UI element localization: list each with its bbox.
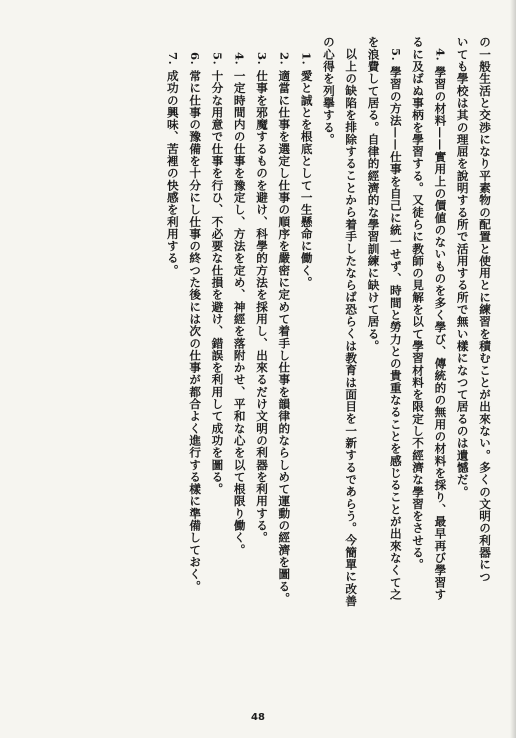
item-4-materials: 4. 學習の材料——實用上の價値のないものを多く學び、傳統的の無用の材料を採り、最早再び學習す [433,47,448,600]
text-line-1: の一般生活と交渉になり平素物の配置と使用とに練習を積むことが出來ない。多くの文明の利器につ [478,36,492,583]
guideline-5: 5. 十分な用意で仕事を行ひ、不必要な仕損を避け、錯誤を利用して成功を圖る。 [210,52,225,496]
guideline-6: 6. 常に仕事の豫備を十分にし仕事の終つた後には次の仕事が都合よく進行する樣に準備しておく。 [188,52,203,593]
text-line-4: るに及ばぬ事柄を學習する。又徒らに教師の見解を以て學習材料を限定し不經濟な學習をさせる。 [411,36,426,571]
item-5-methods: 5. 學習の方法——仕事を自己に統一せず、時間と勞力との貴重なることを感じることが出來なくて之 [388,47,403,600]
vertical-text-body [20,36,496,696]
page-number: 48 [251,712,265,723]
guideline-4: 4. 一定時間内の仕事を豫定し、方法を定め、神經を落附かせ、平和な心を以て根限り働く。 [232,52,247,557]
guideline-2: 2. 適當に仕事を選定し仕事の順序を嚴密に定めて着手し仕事を韻律的ならしめて運動の經濟を圖る。 [277,52,292,605]
summary-paragraph: 以上の缺陷を排除することから着手したならば恐らくは教育は面目を一新するであらう。今簡單に改善 [344,47,359,607]
text-line-6: を浪費して居る。自律的經濟的な學習訓練に缺けて居る。 [366,36,381,352]
guideline-1: 1. 愛と誠とを根底として一生懸命に働く。 [299,52,314,289]
text-line-2: いても學校は其の理屈を說明する所で活用する所で無い樣になつて居るのは遺憾だ。 [455,36,470,498]
scan-edge-shadow [510,0,516,738]
text-line-8: の心得を列擧する。 [321,36,336,146]
guideline-3: 3. 仕事を邪魔するものを避け、科學的方法を採用し、出來るだけ文明の利器を利用する。 [255,52,270,544]
guideline-7: 7. 成功の興味、苦裡の快感を利用する。 [165,52,180,277]
